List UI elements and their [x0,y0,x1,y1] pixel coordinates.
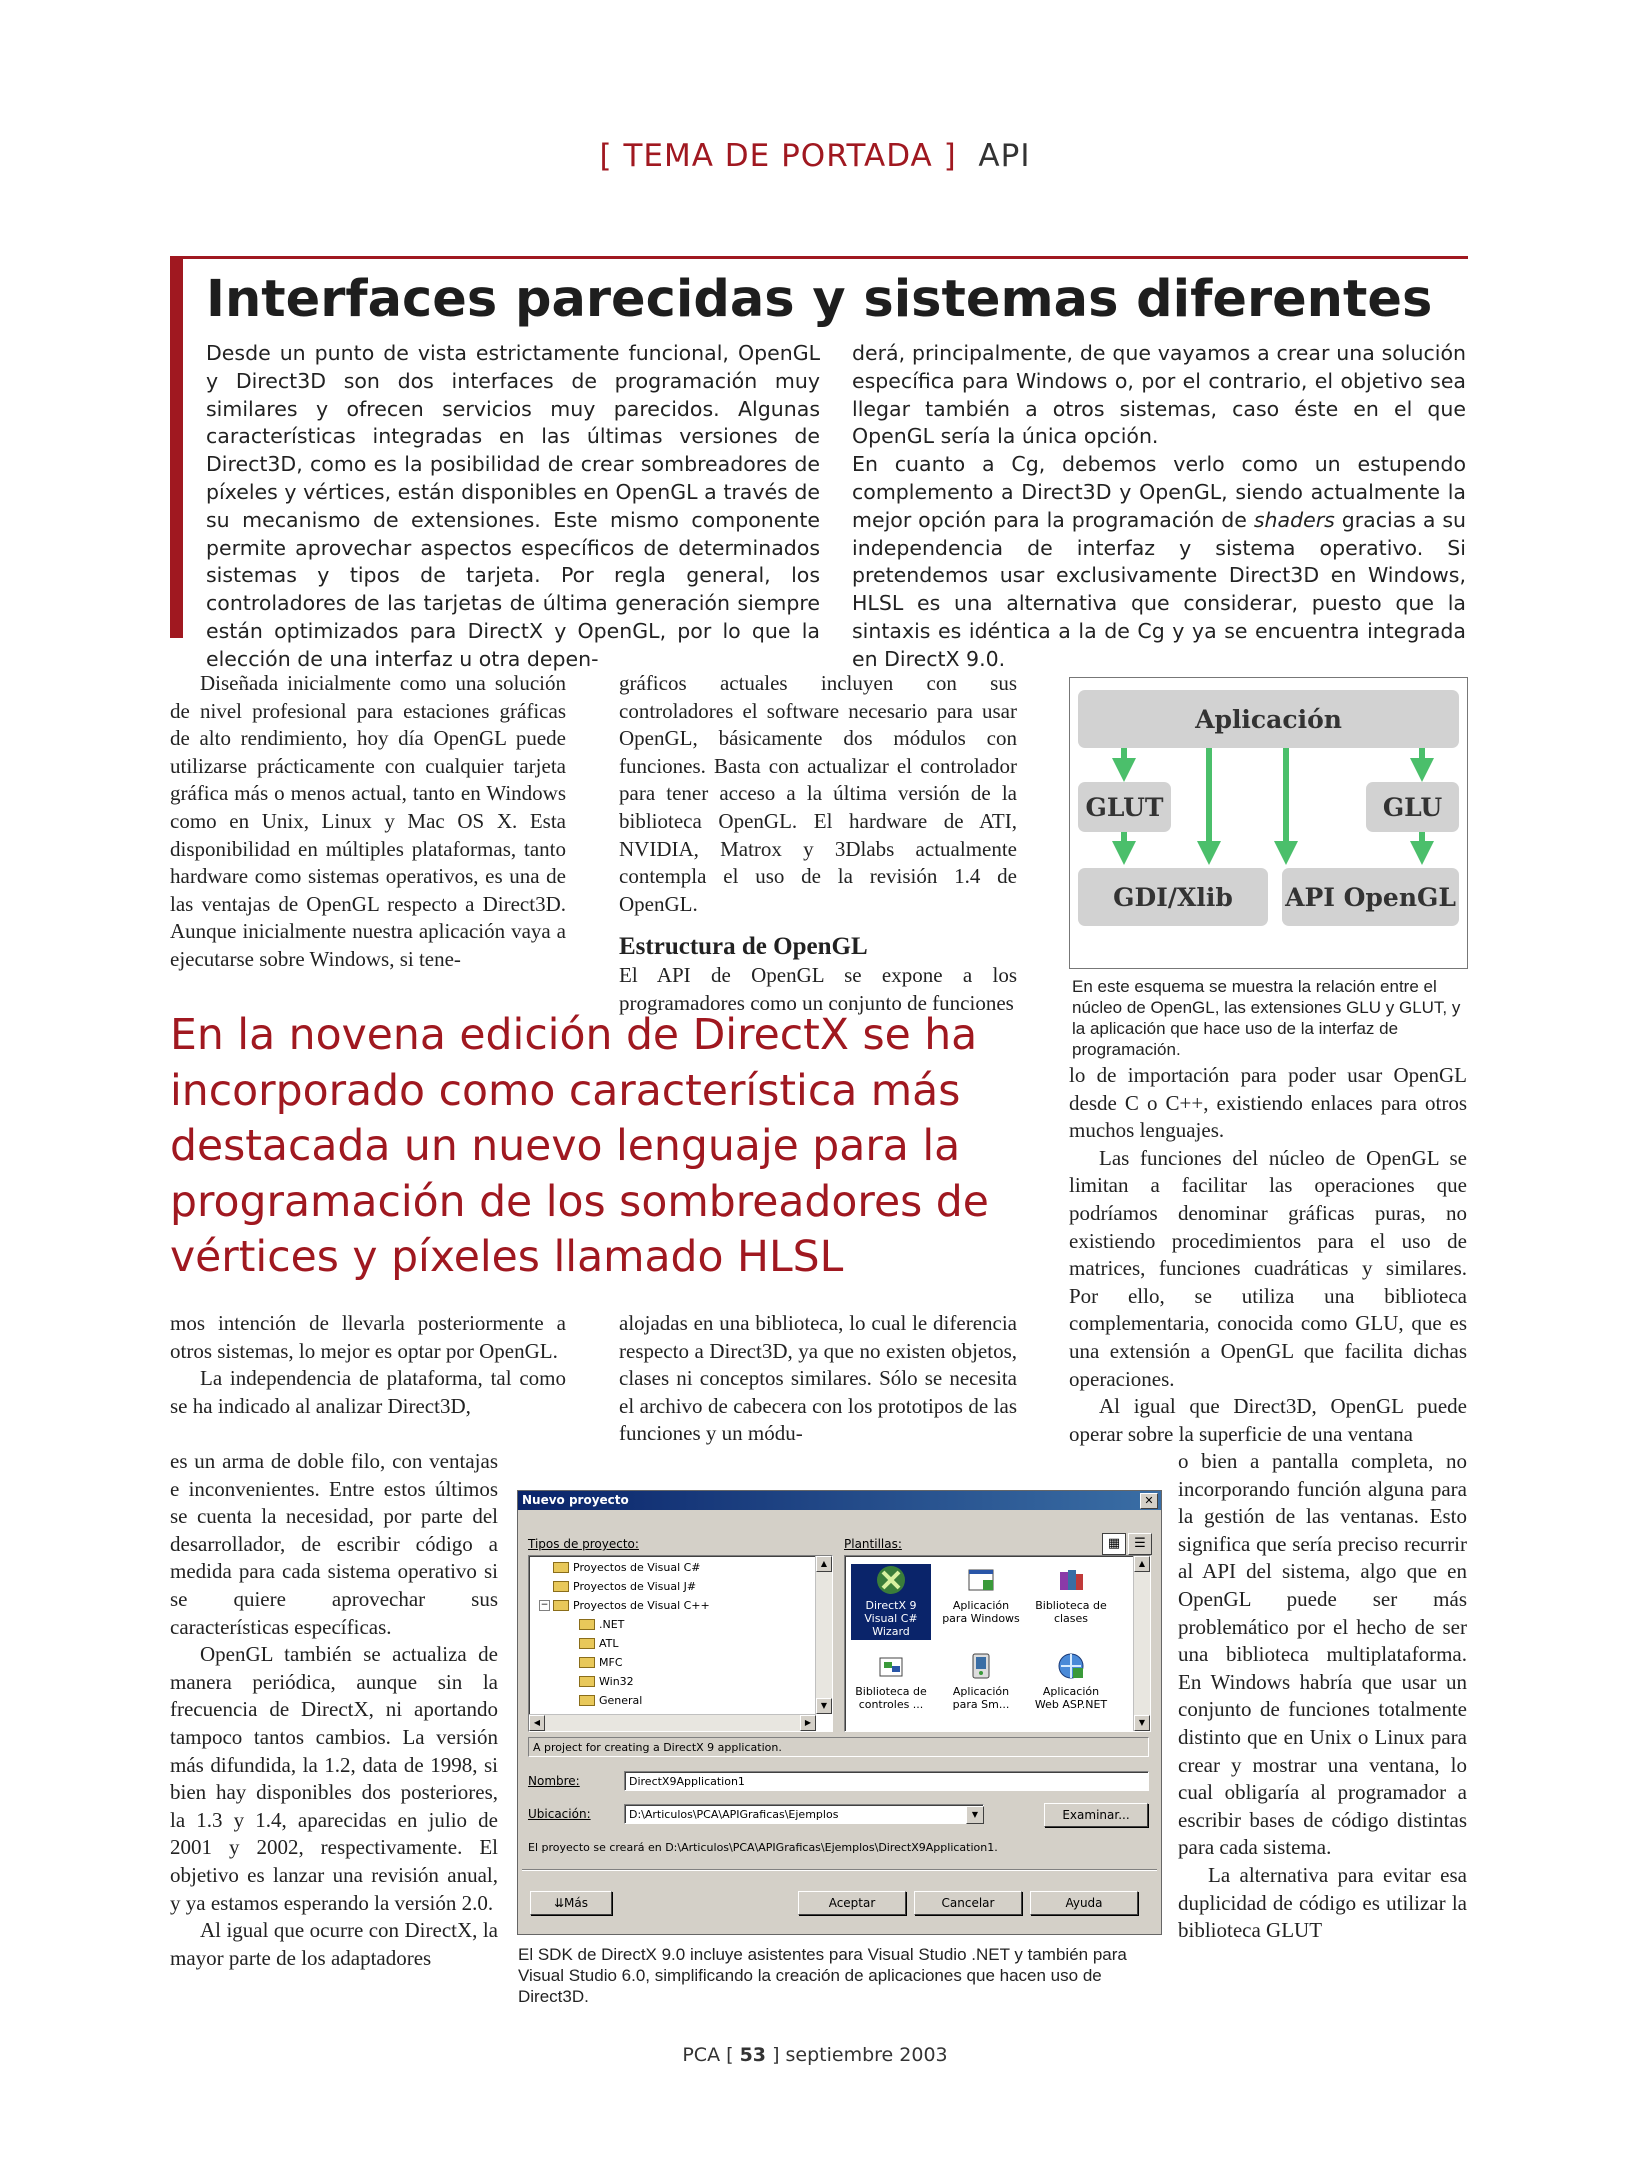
scroll-right-icon: ▶ [800,1715,816,1731]
section-header [0,138,1630,174]
body-paragraph: Al igual que ocurre con DirectX, la mayor parte de los adaptadores [170,1918,498,1970]
tree-item[interactable]: − Proyectos de Visual C++ [540,1599,710,1612]
project-location-info: El proyecto se creará en D:\Articulos\PCA\APIGraficas\Ejemplos\DirectX9Application1. [528,1841,998,1854]
body-paragraph: o bien a pantalla completa, no incorporando función alguna para la gestión de las ventanas. Esto significa que sería preciso recurrir al API del sistema, algo que en OpenGL puede ser más problemático por el hecho de ser una biblioteca multiplataforma. En Windows habría que usar un conjunto de funciones totalmente distinto que en Unix o Linux para crear y mostrar una ventana, lo cual obligaría al programador a escribir bases de código distintas para cada sistema. [1178,1449,1467,1860]
cancel-button[interactable]: Cancelar [914,1891,1022,1915]
tree-horizontal-scrollbar[interactable] [529,1714,816,1731]
template-item[interactable]: Biblioteca de clases [1031,1564,1111,1625]
dialog-divider [522,1869,1157,1871]
more-button[interactable]: ⇊Más [530,1891,612,1915]
help-button[interactable]: Ayuda [1030,1891,1138,1915]
body-paragraph: La independencia de plataforma, tal como se ha indicado al analizar Direct3D, [170,1366,566,1418]
folder-icon [553,1562,569,1573]
folder-icon [579,1676,595,1687]
box-glu: GLU [1366,782,1459,832]
folder-icon [579,1695,595,1706]
template-item[interactable]: Aplicación Web ASP.NET [1031,1650,1111,1711]
new-project-dialog [517,1490,1162,1935]
section-label: [ TEMA DE PORTADA ] [599,138,957,174]
body-column-2-top [619,670,1017,1018]
title-rule [170,256,1468,259]
intro-paragraph: derá, principalmente, de que vayamos a crear una solución específica para Windows o, por el contrario, el objetivo sea llegar también a otros sistemas, caso éste en el que OpenGL sería la única opción. [852,341,1466,449]
box-gdi-xlib: GDI/Xlib [1078,868,1268,926]
class-library-icon [1055,1564,1087,1596]
windows-app-icon [965,1564,997,1596]
box-api-opengl: API OpenGL [1282,868,1459,926]
issue-date: septiembre 2003 [785,2044,948,2066]
close-icon[interactable]: ✕ [1140,1493,1158,1509]
dialog-caption: El SDK de DirectX 9.0 incluye asistentes para Visual Studio .NET y también para Visual Studio 6.0, simplificando la creación de aplicaciones que hacen uso de Direct3D. [518,1945,1127,2006]
templates-label: Plantillas: [844,1537,902,1551]
folder-icon [553,1600,569,1611]
accept-button[interactable]: Aceptar [798,1891,906,1915]
directx-wizard-icon [875,1564,907,1596]
tree-item[interactable]: Proyectos de Visual J# [553,1580,696,1593]
double-chevron-icon: ⇊ [553,1896,565,1910]
collapse-icon: − [540,1600,549,1610]
body-column-1-top [170,670,566,974]
template-item[interactable]: Biblioteca de controles ... [851,1650,931,1711]
browse-button[interactable]: Examinar... [1044,1803,1148,1827]
scroll-up-icon: ▲ [816,1556,832,1572]
scroll-down-icon: ▼ [816,1698,832,1714]
web-app-icon [1055,1650,1087,1682]
folder-icon [579,1619,595,1630]
body-paragraph: es un arma de doble filo, con ventajas e inconvenientes. Entre estos últimos se cuenta la necesidad, por parte del desarrollador, de escribir código a medida para cada sistema operativo si se quiere aprovechar sus características específicas. [170,1449,498,1639]
dialog-title: Nuevo proyecto [518,1491,1161,1510]
smart-device-app-icon [965,1650,997,1682]
body-column-2-bottom [619,1310,1017,1448]
dropdown-arrow-icon[interactable]: ▼ [966,1806,984,1824]
project-description: A project for creating a DirectX 9 application. [528,1737,1149,1757]
body-paragraph: OpenGL también se actualiza de manera periódica, aunque sin la frecuencia de DirectX, ni aportando tampoco tantos cambios. La versión más difundida, la 1.2, data de 1998, si bien hay disponibles dos posteriores, la 1.3 y 1.4, aparecidas en julio de 2001 y 2002, respectivamente. El objetivo es lanzar una revisión anual, y ya estamos esperando la versión 2.0. [170,1642,498,1915]
tree-item[interactable]: ATL [579,1637,619,1650]
project-types-label: Tipos de proyecto: [528,1537,639,1551]
body-column-3 [1069,1062,1467,1448]
body-paragraph: Al igual que Direct3D, OpenGL puede operar sobre la superficie de una ventana [1069,1394,1467,1446]
subheading: Estructura de OpenGL [619,933,868,961]
intro-paragraph: En cuanto a Cg, debemos verlo como un estupendo complemento a Direct3D y OpenGL, siendo actualmente la mejor opción para la programación de shaders gracias a su independencia de interfaz y sistema operativo. Si pretendemos usar exclusivamente Direct3D en Windows, HLSL es una alternativa que considerar, puesto que la sintaxis es idéntica a la de Cg y ya se encuentra integrada en DirectX 9.0. [852,452,1467,671]
control-library-icon [875,1650,907,1682]
body-column-1-narrow [170,1448,498,1972]
name-input[interactable]: DirectX9Application1 [624,1771,1149,1791]
tree-item[interactable]: .NET [579,1618,624,1631]
folder-icon [553,1581,569,1592]
folder-icon [579,1638,595,1649]
scroll-down-icon: ▼ [1134,1715,1150,1731]
location-select[interactable]: D:\Articulos\PCA\APIGraficas\Ejemplos [624,1804,984,1824]
body-paragraph: Las funciones del núcleo de OpenGL se limitan a facilitar las operaciones que podríamos denominar gráficas puras, no existiendo procedimientos para el uso de matrices, funciones cuadráticas y similares. Por ello, se utiliza una biblioteca complementaria, conocida como GLU, que es una extensión a OpenGL que facilita dichas operaciones. [1069,1145,1467,1391]
template-item-selected[interactable]: DirectX 9 Visual C# Wizard [851,1564,931,1640]
body-paragraph: El API de OpenGL se expone a los programadores como un conjunto de funciones [619,963,1017,1015]
templates-scrollbar[interactable] [1133,1556,1150,1731]
magazine-name: PCA [682,2044,721,2066]
body-paragraph: alojadas en una biblioteca, lo cual le diferencia respecto a Direct3D, ya que no existen objetos, clases ni conceptos similares. Sólo se necesita el archivo de cabecera con los prototipos de las funciones y un módu- [619,1311,1017,1446]
body-paragraph: La alternativa para evitar esa duplicidad de código es utilizar la biblioteca GLUT [1178,1862,1467,1943]
large-icons-view-icon[interactable]: ▦ [1102,1533,1126,1555]
page-number: 53 [739,2044,767,2066]
tree-item[interactable]: Proyectos de Visual C# [553,1561,701,1574]
tree-item[interactable]: Win32 [579,1675,634,1688]
intro-column-1 [206,340,820,674]
list-view-icon[interactable]: ☰ [1128,1533,1152,1555]
box-glut: GLUT [1078,782,1171,832]
intro-red-bar [170,256,183,638]
scroll-up-icon: ▲ [1134,1556,1150,1572]
templates-panel[interactable] [844,1555,1151,1732]
intro-paragraph: Desde un punto de vista estrictamente funcional, OpenGL y Direct3D son dos interfaces de programación muy similares y ofrecen servicios muy parecidos. Algunas características integradas en las últimas versiones de Direct3D, como es la posibilidad de crear sombreadores de píxeles y vértices, están disponibles en OpenGL a través de su mecanismo de extensiones. Este mismo componente permite aprovechar aspectos específicos de determinados sistemas y tipos de tarjeta. Por regla general, los controladores de las tarjetas de última generación siempre están optimizados para DirectX y OpenGL, por lo que la elección de una interfaz u otra depen- [206,341,820,671]
diagram-caption: En este esquema se muestra la relación entre el núcleo de OpenGL, las extensiones GLU y GLUT, y la aplicación que hace uso de la interfaz de programación. [1072,977,1461,1059]
body-paragraph: mos intención de llevarla posteriormente a otros sistemas, lo mejor es optar por OpenGL. [170,1311,566,1363]
box-aplicacion: Aplicación [1078,690,1459,748]
template-item[interactable]: Aplicación para Sm... [941,1650,1021,1711]
tree-item[interactable]: General [579,1694,642,1707]
page-footer: PCA [ 53 ] septiembre 2003 [682,2044,948,2066]
tree-item[interactable]: MFC [579,1656,623,1669]
name-label: Nombre: [528,1774,580,1788]
project-types-tree[interactable] [528,1555,833,1732]
intro-column-2 [852,340,1466,674]
section-topic: API [978,138,1031,174]
opengl-diagram [1069,677,1468,969]
body-paragraph: gráficos actuales incluyen con sus controladores el software necesario para usar OpenGL, básicamente dos módulos con funciones. Basta con actualizar el controlador para tener acceso a la última versión de la biblioteca OpenGL. El hardware de ATI, NVIDIA, Matrox y 3Dlabs actualmente contempla el uso de la revisión 1.4 de OpenGL. [619,671,1017,916]
article-title: Interfaces parecidas y sistemas diferentes [206,270,1433,329]
body-paragraph: lo de importación para poder usar OpenGL desde C o C++, existiendo enlaces para otros muchos lenguajes. [1069,1063,1467,1143]
folder-icon [579,1657,595,1668]
body-paragraph: Diseñada inicialmente como una solución de nivel profesional para estaciones gráficas de alto rendimiento, hoy día OpenGL puede utilizarse prácticamente con cualquier tarjeta gráfica más o menos actual, tanto en Windows como en Unix, Linux y Mac OS X. Esta disponibilidad en múltiples plataformas, tanto hardware como sistemas operativos, es una de las ventajas de OpenGL respecto a Direct3D. Aunque inicialmente nuestra aplicación vaya a ejecutarse sobre Windows, si tene- [170,671,566,971]
body-column-3-narrow [1178,1448,1467,1945]
tree-vertical-scrollbar[interactable] [815,1556,832,1714]
scroll-left-icon: ◀ [529,1715,545,1731]
pull-quote: En la novena edición de DirectX se ha incorporado como característica más destacada un nuevo lenguaje para la programación de los sombreadores de vértices y píxeles llamado HLSL [170,1011,989,1282]
location-label: Ubicación: [528,1807,591,1821]
body-column-1-bottom [170,1310,566,1420]
template-item[interactable]: Aplicación para Windows [941,1564,1021,1625]
